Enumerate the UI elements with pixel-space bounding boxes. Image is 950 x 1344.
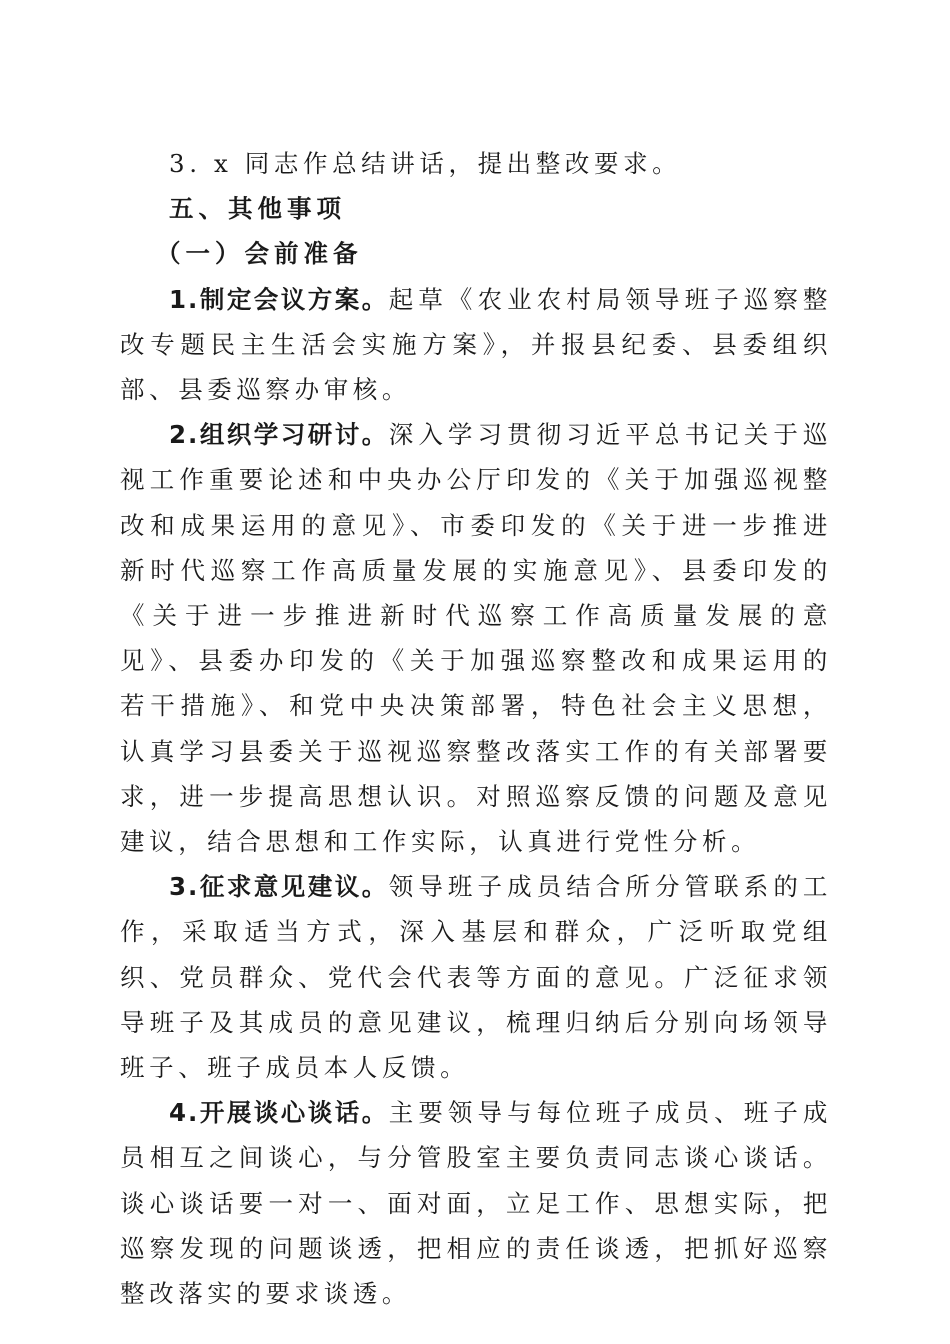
subsection-heading-preparation <box>120 231 832 276</box>
item-lead: 2.组织学习研讨。 <box>169 420 389 450</box>
item-body: 主要领导与每位班子成员、班子成员相互之间谈心，与分管股室主要负责同志谈心谈话。谈心谈话要一对一、面对面，立足工作、思想实际，把巡察发现的问题谈透，把相应的责任谈透，把抓好巡察整改落实的要求谈透。 <box>120 1098 833 1309</box>
section-heading-text: 五、其他事项 <box>169 194 346 224</box>
item-study-discussion <box>120 412 832 864</box>
item-body: 深入学习贯彻习近平总书记关于巡视工作重要论述和中央办公厅印发的《关于加强巡视整改和成果运用的意见》、市委印发的《关于进一步推进新时代巡察工作高质量发展的实施意见》、县委印发的《关于进一步推进新时代巡察工作高质量发展的意见》、县委办印发的《关于加强巡察整改和成果运用的若干措施》、和党中央决策部署，特色社会主义思想，认真学习县委关于巡视巡察整改落实工作的有关部署要求，进一步提高思想认识。对照巡察反馈的问题及意见建议，结合思想和工作实际，认真进行党性分析。 <box>120 420 833 857</box>
document-body <box>120 141 832 1316</box>
item-solicit-opinions <box>120 864 832 1090</box>
section-heading-other-matters <box>120 186 832 231</box>
subsection-heading-text: （一）会前准备 <box>156 239 363 269</box>
item-lead: 4.开展谈心谈话。 <box>169 1098 389 1128</box>
item-heart-to-heart-talks <box>120 1090 832 1316</box>
item-body: 起草《农业农村局领导班子巡察整改专题民主生活会实施方案》，并报县纪委、县委组织部、县委巡察办审核。 <box>120 284 833 405</box>
item-lead: 1.制定会议方案。 <box>169 284 389 314</box>
item-body: 领导班子成员结合所分管联系的工作，采取适当方式，深入基层和群众，广泛听取党组织、党员群众、党代会代表等方面的意见。广泛征求领导班子及其成员的意见建议，梳理归纳后分别向场领导班子、班子成员本人反馈。 <box>120 872 833 1083</box>
item-meeting-plan <box>120 277 832 413</box>
item-lead: 3.征求意见建议。 <box>169 872 389 902</box>
closing-speech-text: 3. x 同志作总结讲话，提出整改要求。 <box>169 149 682 178</box>
closing-speech-line <box>120 141 832 186</box>
